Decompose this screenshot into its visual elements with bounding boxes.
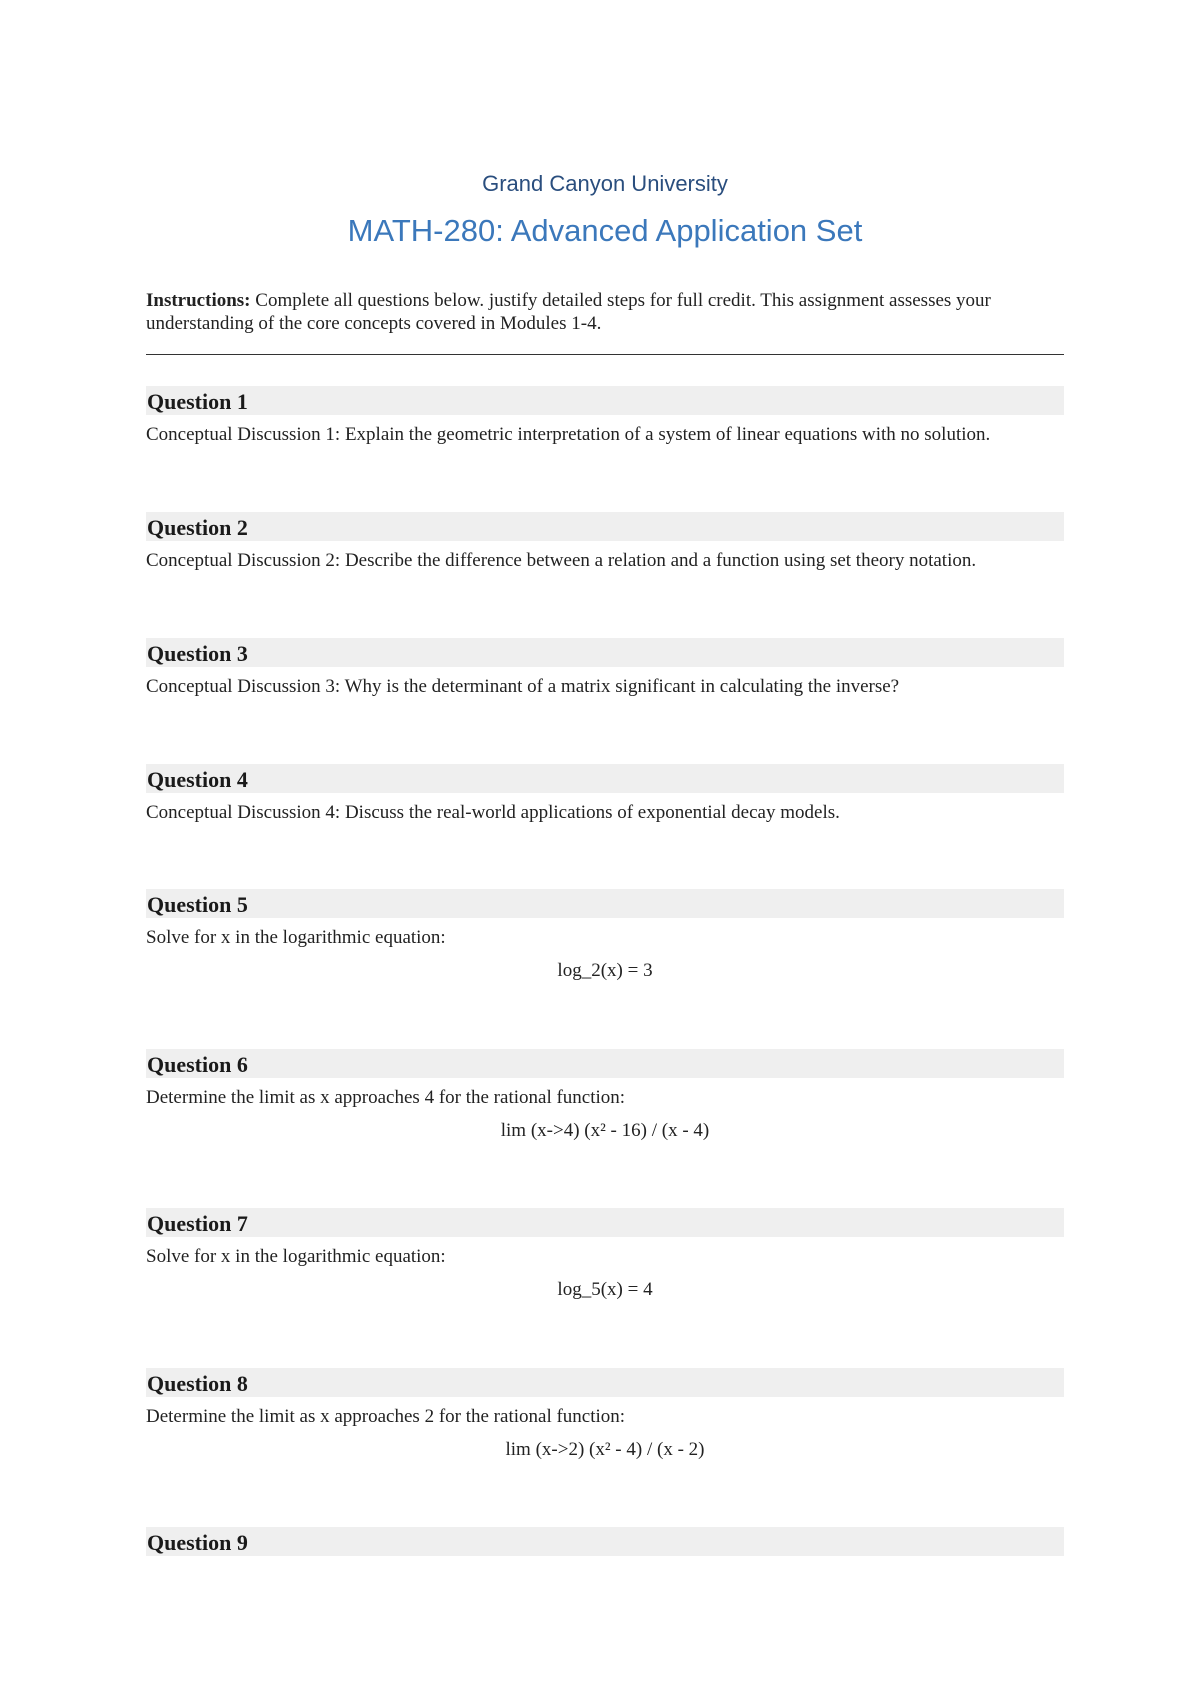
question-heading: Question 1 (146, 386, 1064, 415)
question-heading: Question 9 (146, 1527, 1064, 1556)
question-9 (146, 1527, 1064, 1556)
question-7 (146, 1208, 1064, 1301)
question-equation: lim (x->2) (x² - 4) / (x - 2) (505, 1439, 705, 1460)
question-1 (146, 386, 1064, 446)
question-heading: Question 8 (146, 1368, 1064, 1397)
question-text: Conceptual Discussion 3: Why is the determinant of a matrix significant in calculating the inverse? (146, 676, 900, 697)
question-heading: Question 6 (146, 1049, 1064, 1078)
question-text: Conceptual Discussion 1: Explain the geometric interpretation of a system of linear equations with no solution. (146, 424, 991, 445)
question-heading: Question 5 (146, 889, 1064, 918)
question-3 (146, 638, 1064, 698)
question-2 (146, 512, 1064, 572)
divider (146, 354, 1064, 355)
question-text: Conceptual Discussion 2: Describe the difference between a relation and a function using set theory notation. (146, 550, 977, 571)
instructions-text: Complete all questions below. justify detailed steps for full credit. This assignment assesses your understanding of the core concepts covered in Modules 1-4. (146, 290, 991, 334)
university-name: Grand Canyon University (482, 171, 728, 196)
instructions-label: Instructions: (146, 290, 251, 311)
question-equation: log_2(x) = 3 (557, 960, 653, 981)
question-heading: Question 3 (146, 638, 1064, 667)
question-8 (146, 1368, 1064, 1461)
question-text: Solve for x in the logarithmic equation: (146, 927, 446, 948)
question-text: Solve for x in the logarithmic equation: (146, 1246, 446, 1267)
instructions (146, 289, 1064, 335)
question-equation: log_5(x) = 4 (557, 1279, 653, 1300)
course-title: MATH-280: Advanced Application Set (347, 213, 863, 248)
question-4 (146, 764, 1064, 824)
question-text: Determine the limit as x approaches 2 for the rational function: (146, 1406, 626, 1427)
question-text: Determine the limit as x approaches 4 for the rational function: (146, 1087, 626, 1108)
question-5 (146, 889, 1064, 982)
question-equation: lim (x->4) (x² - 16) / (x - 4) (500, 1120, 710, 1141)
question-heading: Question 7 (146, 1208, 1064, 1237)
question-heading: Question 2 (146, 512, 1064, 541)
question-text: Conceptual Discussion 4: Discuss the real-world applications of exponential decay models. (146, 802, 840, 823)
question-heading: Question 4 (146, 764, 1064, 793)
question-6 (146, 1049, 1064, 1142)
